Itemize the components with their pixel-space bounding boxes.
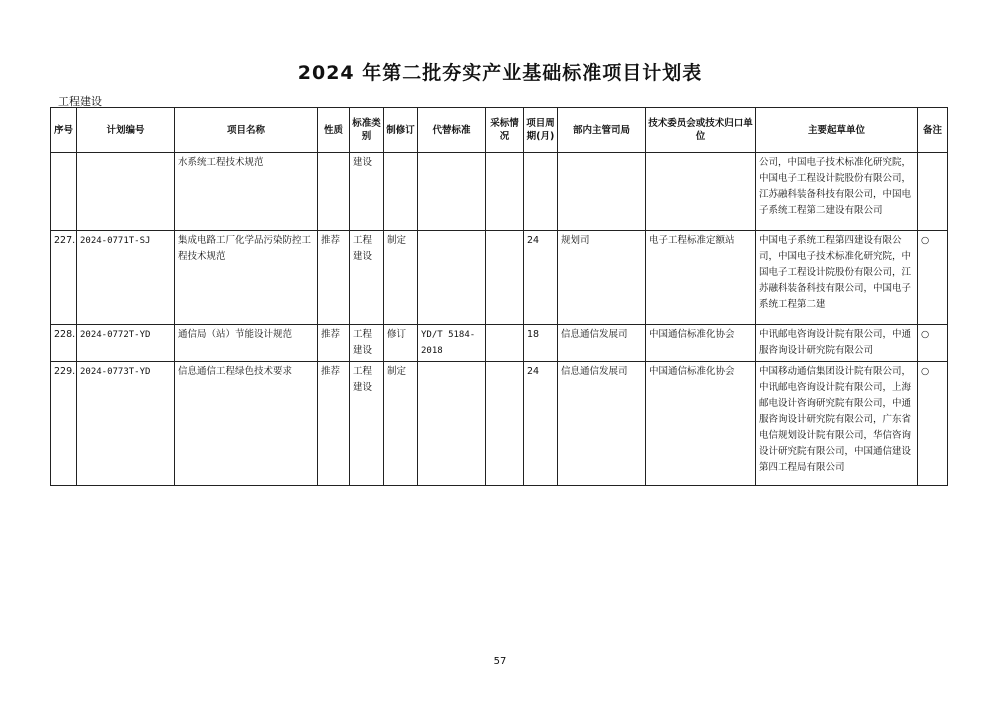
cell-drafters: 中国电子系统工程第四建设有限公司，中国电子技术标准化研究院，中国电子工程设计院股份有限公司，江苏融科装备科技有限公司，中国电子系统工程第二建 (756, 231, 918, 325)
cell-no: 228. (51, 325, 77, 362)
cell-no: 229. (51, 362, 77, 486)
cell-nature: 推荐 (318, 325, 350, 362)
cell-revision: 制定 (384, 231, 418, 325)
cell-revision: 修订 (384, 325, 418, 362)
cell-remark: ○ (918, 362, 948, 486)
cell-department: 信息通信发展司 (558, 362, 646, 486)
column-header-replaces: 代替标准 (418, 108, 486, 153)
cell-period: 24 (524, 362, 558, 486)
cell-plan-id (77, 153, 175, 231)
cell-replaces (418, 362, 486, 486)
cell-plan-id: 2024-0772T-YD (77, 325, 175, 362)
table-row (51, 153, 948, 231)
cell-committee: 中国通信标准化协会 (646, 325, 756, 362)
cell-period (524, 153, 558, 231)
column-header-category: 标准类别 (350, 108, 384, 153)
cell-no: 227. (51, 231, 77, 325)
cell-remark: ○ (918, 231, 948, 325)
cell-department: 信息通信发展司 (558, 325, 646, 362)
cell-remark (918, 153, 948, 231)
cell-committee (646, 153, 756, 231)
cell-category: 工程建设 (350, 362, 384, 486)
column-header-no: 序号 (51, 108, 77, 153)
cell-adoption (486, 325, 524, 362)
cell-revision: 制定 (384, 362, 418, 486)
column-header-adoption: 采标情况 (486, 108, 524, 153)
table-header-row (51, 108, 948, 153)
cell-drafters: 中国移动通信集团设计院有限公司，中讯邮电咨询设计院有限公司，上海邮电设计咨询研究院有限公司，中通服咨询设计研究院有限公司，广东省电信规划设计院有限公司，华信咨询设计研究院有限公司，中国通信建设第四工程局有限公司 (756, 362, 918, 486)
cell-replaces: YD/T 5184-2018 (418, 325, 486, 362)
page-number: 57 (493, 656, 507, 667)
cell-category: 工程建设 (350, 231, 384, 325)
cell-project-name: 水系统工程技术规范 (175, 153, 318, 231)
page-title: 2024 年第二批夯实产业基础标准项目计划表 (297, 62, 703, 84)
cell-project-name: 信息通信工程绿色技术要求 (175, 362, 318, 486)
cell-plan-id: 2024-0773T-YD (77, 362, 175, 486)
section-label: 工程建设 (58, 95, 102, 108)
cell-committee: 电子工程标准定额站 (646, 231, 756, 325)
cell-no (51, 153, 77, 231)
cell-plan-id: 2024-0771T-SJ (77, 231, 175, 325)
cell-department (558, 153, 646, 231)
cell-committee: 中国通信标准化协会 (646, 362, 756, 486)
cell-revision (384, 153, 418, 231)
table-row (51, 325, 948, 362)
cell-replaces (418, 231, 486, 325)
cell-nature: 推荐 (318, 231, 350, 325)
column-header-remark: 备注 (918, 108, 948, 153)
column-header-committee: 技术委员会或技术归口单位 (646, 108, 756, 153)
column-header-project-name: 项目名称 (175, 108, 318, 153)
cell-nature: 推荐 (318, 362, 350, 486)
cell-period: 24 (524, 231, 558, 325)
cell-drafters: 公司，中国电子技术标准化研究院，中国电子工程设计院股份有限公司，江苏融科装备科技有限公司，中国电子系统工程第二建设有限公司 (756, 153, 918, 231)
table-row (51, 231, 948, 325)
column-header-nature: 性质 (318, 108, 350, 153)
cell-category: 工程建设 (350, 325, 384, 362)
cell-remark: ○ (918, 325, 948, 362)
cell-nature (318, 153, 350, 231)
column-header-revision: 制修订 (384, 108, 418, 153)
column-header-plan-id: 计划编号 (77, 108, 175, 153)
cell-category: 建设 (350, 153, 384, 231)
cell-adoption (486, 362, 524, 486)
column-header-department: 部内主管司局 (558, 108, 646, 153)
table-row (51, 362, 948, 486)
cell-project-name: 集成电路工厂化学品污染防控工程技术规范 (175, 231, 318, 325)
cell-adoption (486, 231, 524, 325)
column-header-period: 项目周期(月) (524, 108, 558, 153)
cell-adoption (486, 153, 524, 231)
plan-table (50, 107, 948, 486)
cell-department: 规划司 (558, 231, 646, 325)
cell-period: 18 (524, 325, 558, 362)
column-header-drafters: 主要起草单位 (756, 108, 918, 153)
cell-project-name: 通信局（站）节能设计规范 (175, 325, 318, 362)
cell-drafters: 中讯邮电咨询设计院有限公司，中通服咨询设计研究院有限公司 (756, 325, 918, 362)
cell-replaces (418, 153, 486, 231)
